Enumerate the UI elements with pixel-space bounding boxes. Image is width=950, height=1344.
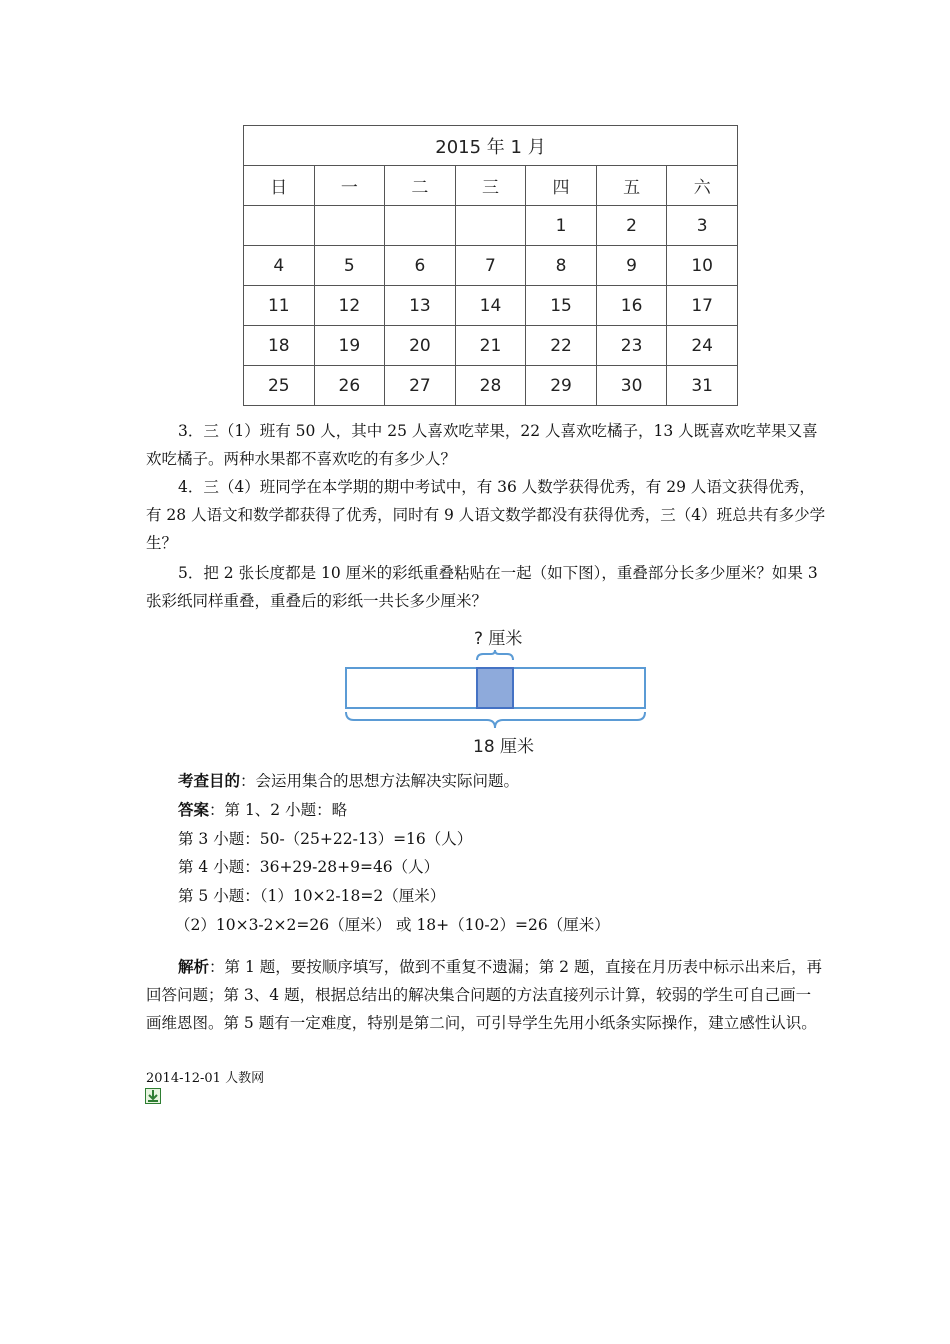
- week-row: [244, 246, 738, 286]
- answer-3: 第 3 小题：50-（25+22-13）=16（人）: [178, 830, 473, 848]
- day-cell: 20: [385, 326, 456, 366]
- day-cell: 30: [596, 366, 667, 406]
- day-cell: 18: [244, 326, 315, 366]
- day-cell: 4: [244, 246, 315, 286]
- purpose-line: [178, 771, 519, 791]
- bottom-brace: [346, 712, 645, 728]
- weekday-cell: 三: [455, 166, 526, 206]
- week-row: [244, 366, 738, 406]
- weekday-row: [244, 166, 738, 206]
- answer-text: ：第 1、2 小题：略: [209, 801, 348, 819]
- overlap-diagram: [340, 620, 660, 760]
- analysis-paragraph: [146, 953, 826, 1037]
- question-5: 5．把 2 张长度都是 10 厘米的彩纸重叠粘贴在一起（如下图），重叠部分长多少厘米？如果 3 张彩纸同样重叠，重叠后的彩纸一共长多少厘米？: [146, 564, 818, 610]
- day-cell: 12: [314, 286, 385, 326]
- total-length-label: 18 厘米: [473, 737, 535, 757]
- weekday-cell: 四: [526, 166, 597, 206]
- day-cell: 1: [526, 206, 597, 246]
- day-cell: 10: [667, 246, 738, 286]
- weekday-cell: 一: [314, 166, 385, 206]
- day-cell: 11: [244, 286, 315, 326]
- analysis-text: ：第 1 题，要按顺序填写，做到不重复不遗漏；第 2 题，直接在月历表中标示出来后，再回答问题；第 3、4 题，根据总结出的解决集合问题的方法直接列示计算，较弱的学生可自己画一画维恩图。第 5 题有一定难度，特别是第二问，可引导学生先用小纸条实际操作，建立感性认识。: [146, 958, 822, 1032]
- day-cell: 27: [385, 366, 456, 406]
- day-cell: 17: [667, 286, 738, 326]
- day-cell: 13: [385, 286, 456, 326]
- day-cell: [314, 206, 385, 246]
- analysis-label: 解析: [178, 957, 210, 976]
- day-cell: 7: [455, 246, 526, 286]
- week-row: [244, 326, 738, 366]
- answer-line: [178, 800, 347, 820]
- day-cell: 8: [526, 246, 597, 286]
- day-cell: [244, 206, 315, 246]
- answer-4: 第 4 小题：36+29-28+9=46（人）: [178, 858, 440, 876]
- day-cell: 5: [314, 246, 385, 286]
- question-3: 3．三（1）班有 50 人，其中 25 人喜欢吃苹果，22 人喜欢吃橘子，13 人既喜欢吃苹果又喜欢吃橘子。两种水果都不喜欢吃的有多少人？: [146, 422, 818, 468]
- purpose-label: 考查目的: [178, 771, 241, 790]
- purpose-text: ：会运用集合的思想方法解决实际问题。: [240, 772, 520, 790]
- weekday-cell: 六: [667, 166, 738, 206]
- day-cell: 6: [385, 246, 456, 286]
- day-cell: 23: [596, 326, 667, 366]
- day-cell: [385, 206, 456, 246]
- day-cell: 21: [455, 326, 526, 366]
- day-cell: 19: [314, 326, 385, 366]
- answer-label: 答案: [178, 800, 210, 819]
- weekday-cell: 二: [385, 166, 456, 206]
- overlap-region: [477, 668, 513, 708]
- week-row: [244, 286, 738, 326]
- day-cell: 26: [314, 366, 385, 406]
- day-cell: 24: [667, 326, 738, 366]
- footer-source: 2014-12-01 人教网: [146, 1071, 265, 1086]
- day-cell: 28: [455, 366, 526, 406]
- question-4: 4．三（4）班同学在本学期的期中考试中，有 36 人数学获得优秀，有 29 人语文获得优秀，有 28 人语文和数学都获得了优秀，同时有 9 人语文数学都没有获得优秀，三（4）班总共有多少学生？: [146, 478, 826, 552]
- answer-5-part-1: 第 5 小题：（1）10×2-18=2（厘米）: [178, 887, 446, 905]
- answer-5-part-2: （2）10×3-2×2=26（厘米） 或 18+（10-2）=26（厘米）: [175, 916, 610, 934]
- day-cell: 3: [667, 206, 738, 246]
- weekday-cell: 日: [244, 166, 315, 206]
- calendar-table: [243, 125, 738, 406]
- weekday-cell: 五: [596, 166, 667, 206]
- day-cell: 14: [455, 286, 526, 326]
- day-cell: 9: [596, 246, 667, 286]
- week-row: [244, 206, 738, 246]
- day-cell: 16: [596, 286, 667, 326]
- day-cell: 29: [526, 366, 597, 406]
- day-cell: 15: [526, 286, 597, 326]
- top-brace: [477, 650, 513, 660]
- day-cell: 2: [596, 206, 667, 246]
- day-cell: 25: [244, 366, 315, 406]
- day-cell: 22: [526, 326, 597, 366]
- day-cell: [455, 206, 526, 246]
- calendar-title: 2015 年 1 月: [244, 126, 738, 166]
- overlap-length-label: ? 厘米: [474, 629, 523, 649]
- download-icon[interactable]: [145, 1088, 161, 1104]
- day-cell: 31: [667, 366, 738, 406]
